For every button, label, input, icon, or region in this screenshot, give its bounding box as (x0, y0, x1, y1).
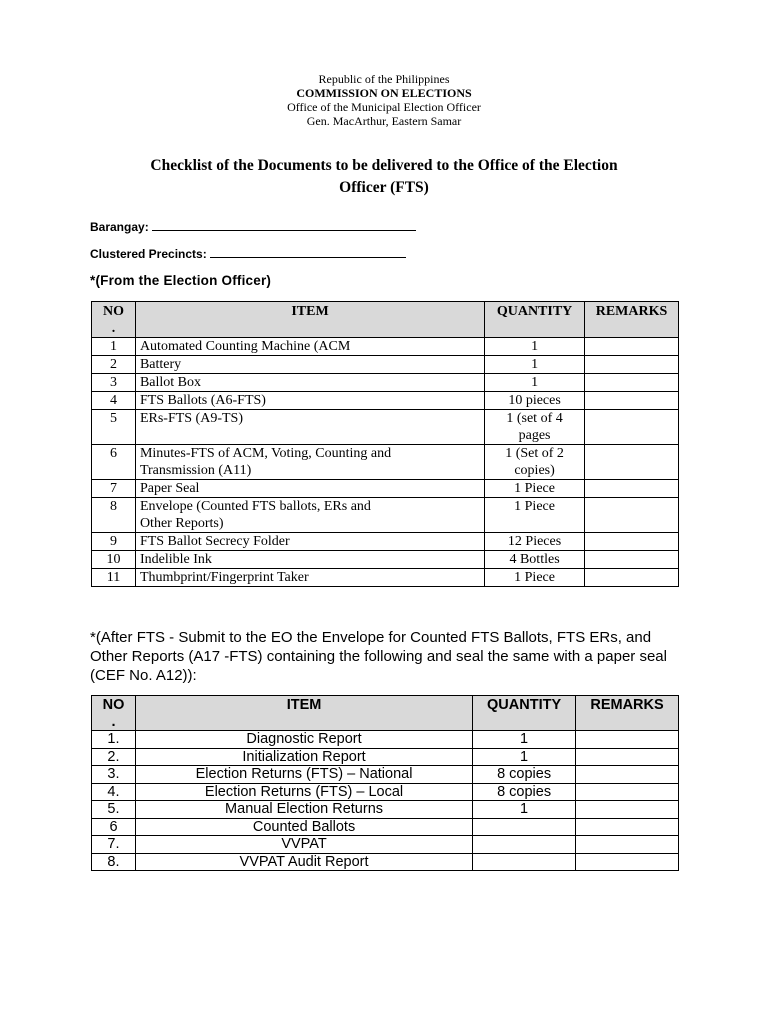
row-item: Envelope (Counted FTS ballots, ERs and Other Reports) (135, 498, 484, 533)
row-quantity: 4 Bottles (485, 551, 585, 569)
row-number: 6 (92, 445, 136, 480)
row-quantity (473, 836, 576, 854)
row-remarks (576, 783, 679, 801)
row-item: VVPAT Audit Report (135, 853, 472, 871)
table-row (92, 392, 679, 410)
row-item: Minutes-FTS of ACM, Voting, Counting and Transmission (A11) (135, 445, 484, 480)
table-header-row (92, 696, 679, 731)
clustered-precincts-field (90, 247, 406, 261)
table-row (92, 818, 679, 836)
row-quantity: 8 copies (473, 783, 576, 801)
row-quantity: 12 Pieces (485, 533, 585, 551)
section-1-heading: *(From the Election Officer) (90, 273, 272, 288)
row-quantity: 10 pieces (485, 392, 585, 410)
row-remarks (585, 410, 679, 445)
row-item: Election Returns (FTS) – National (135, 766, 472, 784)
row-remarks (576, 766, 679, 784)
row-number: 7. (92, 836, 136, 854)
row-quantity: 1 Piece (485, 569, 585, 587)
row-quantity: 8 copies (473, 766, 576, 784)
title-line-1: Checklist of the Documents to be delivered to the Office of the Election (150, 157, 618, 174)
clustered-precincts-label: Clustered Precincts: (90, 247, 207, 261)
row-remarks (576, 748, 679, 766)
row-item: VVPAT (135, 836, 472, 854)
row-number: 6 (92, 818, 136, 836)
row-remarks (585, 533, 679, 551)
document-header (0, 72, 768, 128)
section-2-prefix: *( (90, 629, 101, 646)
after-fts-items-table (91, 695, 679, 871)
row-quantity: 1 (473, 731, 576, 749)
row-number: 3 (92, 374, 136, 392)
row-remarks (585, 338, 679, 356)
row-item: Battery (135, 356, 484, 374)
row-remarks (585, 480, 679, 498)
row-number: 11 (92, 569, 136, 587)
row-remarks (576, 818, 679, 836)
document-title (90, 155, 678, 199)
row-quantity (473, 818, 576, 836)
row-number: 8. (92, 853, 136, 871)
table-row (92, 480, 679, 498)
row-remarks (585, 551, 679, 569)
table-row (92, 445, 679, 480)
row-quantity: 1 (set of 4 pages (485, 410, 585, 445)
table-row (92, 551, 679, 569)
row-quantity: 1 (485, 338, 585, 356)
table-row (92, 748, 679, 766)
column-header-remarks: REMARKS (585, 302, 679, 338)
row-number: 3. (92, 766, 136, 784)
table-row (92, 766, 679, 784)
table-row (92, 374, 679, 392)
row-remarks (576, 801, 679, 819)
row-item: Automated Counting Machine (ACM (135, 338, 484, 356)
table-row (92, 801, 679, 819)
table-row (92, 569, 679, 587)
row-item: Counted Ballots (135, 818, 472, 836)
row-number: 4. (92, 783, 136, 801)
row-remarks (576, 836, 679, 854)
row-quantity: 1 (473, 748, 576, 766)
row-quantity: 1 (485, 356, 585, 374)
row-quantity: 1 Piece (485, 498, 585, 533)
header-office: Office of the Municipal Election Officer (287, 100, 481, 114)
table-row (92, 731, 679, 749)
row-item: ERs-FTS (A9-TS) (135, 410, 484, 445)
barangay-blank-line (152, 220, 416, 231)
table-row (92, 338, 679, 356)
table-row (92, 356, 679, 374)
section-2-instructions (90, 628, 690, 685)
header-commission: COMMISSION ON ELECTIONS (296, 86, 472, 100)
barangay-label: Barangay: (90, 220, 149, 234)
table-row (92, 498, 679, 533)
table-row (92, 853, 679, 871)
row-quantity: 1 Piece (485, 480, 585, 498)
column-header-item: ITEM (135, 302, 484, 338)
header-location: Gen. MacArthur, Eastern Samar (306, 114, 462, 128)
column-header-quantity: QUANTITY (473, 696, 576, 731)
clustered-precincts-blank-line (210, 247, 406, 258)
row-remarks (585, 356, 679, 374)
row-remarks (585, 498, 679, 533)
row-number: 5. (92, 801, 136, 819)
row-item: Indelible Ink (135, 551, 484, 569)
row-remarks (585, 445, 679, 480)
section-2-after-fts: After FTS - (100, 629, 175, 646)
table-row (92, 410, 679, 445)
election-officer-items-table (91, 301, 679, 587)
row-quantity: 1 (473, 801, 576, 819)
row-number: 10 (92, 551, 136, 569)
row-quantity (473, 853, 576, 871)
row-number: 2 (92, 356, 136, 374)
row-number: 1. (92, 731, 136, 749)
column-header-remarks: REMARKS (576, 696, 679, 731)
column-header-no: NO . (92, 696, 136, 731)
section-2-instruction-text: Submit to the EO the Envelope for Counted FTS Ballots, FTS ERs, and Other Reports (A17 -FTS) containing the following and seal the same with a paper seal (CEF No. A12)): (90, 629, 667, 684)
row-remarks (576, 731, 679, 749)
row-remarks (585, 569, 679, 587)
title-line-2: Officer (FTS) (339, 179, 429, 196)
row-remarks (585, 392, 679, 410)
row-item: Initialization Report (135, 748, 472, 766)
table-row (92, 533, 679, 551)
row-item: Paper Seal (135, 480, 484, 498)
column-header-no: NO . (92, 302, 136, 338)
row-quantity: 1 (Set of 2 copies) (485, 445, 585, 480)
table-row (92, 836, 679, 854)
row-remarks (576, 853, 679, 871)
row-number: 5 (92, 410, 136, 445)
row-number: 9 (92, 533, 136, 551)
row-remarks (585, 374, 679, 392)
row-item: Manual Election Returns (135, 801, 472, 819)
row-item: Diagnostic Report (135, 731, 472, 749)
header-republic: Republic of the Philippines (318, 72, 450, 86)
column-header-quantity: QUANTITY (485, 302, 585, 338)
row-item: Election Returns (FTS) – Local (135, 783, 472, 801)
column-header-item: ITEM (135, 696, 472, 731)
row-number: 2. (92, 748, 136, 766)
row-quantity: 1 (485, 374, 585, 392)
row-item: FTS Ballot Secrecy Folder (135, 533, 484, 551)
row-item: Ballot Box (135, 374, 484, 392)
table-header-row (92, 302, 679, 338)
row-number: 1 (92, 338, 136, 356)
row-number: 8 (92, 498, 136, 533)
table-row (92, 783, 679, 801)
row-number: 4 (92, 392, 136, 410)
barangay-field (90, 220, 416, 234)
row-number: 7 (92, 480, 136, 498)
row-item: Thumbprint/Fingerprint Taker (135, 569, 484, 587)
row-item: FTS Ballots (A6-FTS) (135, 392, 484, 410)
